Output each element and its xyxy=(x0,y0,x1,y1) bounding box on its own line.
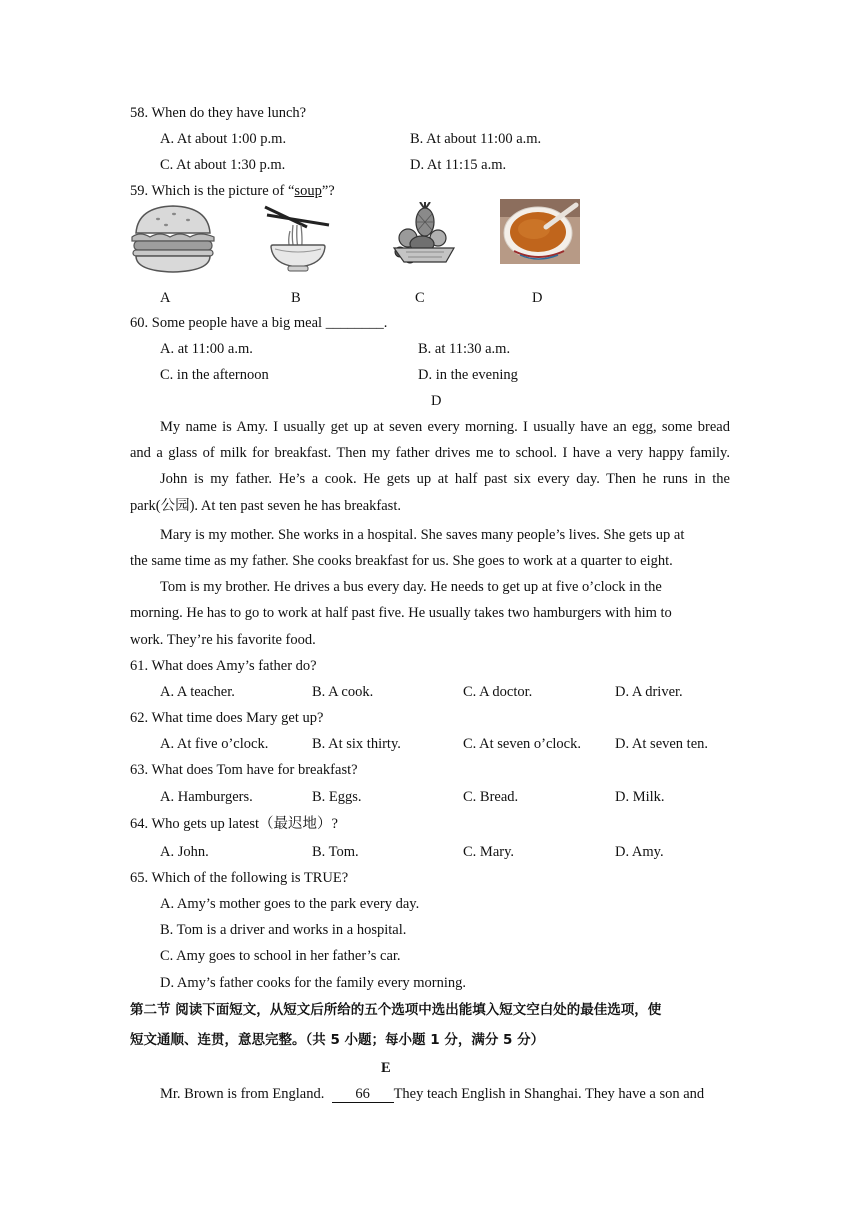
passage-d-line: park(公园). At ten past seven he has breakfast. xyxy=(130,498,401,514)
passage-e-start: Mr. Brown is from England. xyxy=(160,1086,325,1102)
passage-e-rest: They teach English in Shanghai. They have a son and xyxy=(393,1086,705,1102)
question-62: 62. What time does Mary get up? xyxy=(130,710,324,726)
question-65: 65. Which of the following is TRUE? xyxy=(130,870,349,886)
q61-option-d: D. A driver. xyxy=(615,684,683,700)
passage-d-line: My name is Amy. I usually get up at seven every morning. I usually have an egg, some bread xyxy=(160,419,730,435)
q58-option-b: B. At about 11:00 a.m. xyxy=(410,131,542,147)
q60-option-c: C. in the afternoon xyxy=(160,367,269,383)
q60-option-d: D. in the evening xyxy=(418,367,518,383)
q62-option-c: C. At seven o’clock. xyxy=(463,736,581,752)
question-59 xyxy=(130,182,335,200)
passage-d-line: morning. He has to go to work at half past five. He usually takes two hamburgers with him to xyxy=(130,605,672,621)
q62-option-d: D. At seven ten. xyxy=(615,736,709,752)
blank-66: 66 xyxy=(332,1087,394,1103)
q60-option-a: A. at 11:00 a.m. xyxy=(160,341,253,357)
passage-e-title: E xyxy=(381,1060,391,1076)
q63-option-b: B. Eggs. xyxy=(312,789,362,805)
passage-d-title: D xyxy=(431,393,442,409)
passage-d-line: Tom is my brother. He drives a bus every day. He needs to get up at five o’clock in the xyxy=(160,579,662,595)
section-2-instructions-line2: 短文通顺、连贯，意思完整。（共 5 小题；每小题 1 分，满分 5 分） xyxy=(130,1032,545,1048)
passage-e-line xyxy=(160,1085,704,1103)
q58-option-a: A. At about 1:00 p.m. xyxy=(160,131,287,147)
q62-option-b: B. At six thirty. xyxy=(312,736,401,752)
q59-prefix: 59. Which is the picture of “ xyxy=(130,183,295,199)
passage-d-line: work. They’re his favorite food. xyxy=(130,632,316,648)
passage-d-line: and a glass of milk for breakfast. Then my father drives me to school. I have a very happy family. xyxy=(130,445,730,461)
q64-option-b: B. Tom. xyxy=(312,844,359,860)
q63-option-d: D. Milk. xyxy=(615,789,665,805)
q65-option-d: D. Amy’s father cooks for the family every morning. xyxy=(160,975,467,991)
q59-keyword: soup xyxy=(294,183,322,199)
question-58: 58. When do they have lunch? xyxy=(130,105,307,121)
q58-option-d: D. At 11:15 a.m. xyxy=(410,157,507,173)
q61-option-a: A. A teacher. xyxy=(160,684,235,700)
soup-bowl-icon xyxy=(500,199,580,264)
q61-option-c: C. A doctor. xyxy=(463,684,533,700)
picture-label-a: A xyxy=(160,290,171,306)
question-60: 60. Some people have a big meal ________. xyxy=(130,315,388,331)
picture-label-b: B xyxy=(291,290,301,306)
q65-option-b: B. Tom is a driver and works in a hospital. xyxy=(160,922,407,938)
q58-option-c: C. At about 1:30 p.m. xyxy=(160,157,286,173)
question-63: 63. What does Tom have for breakfast? xyxy=(130,762,358,778)
q63-option-c: C. Bread. xyxy=(463,789,519,805)
q60-option-b: B. at 11:30 a.m. xyxy=(418,341,511,357)
picture-label-c: C xyxy=(415,290,425,306)
q61-option-b: B. A cook. xyxy=(312,684,374,700)
passage-d-line: the same time as my father. She cooks breakfast for us. She goes to work at a quarter to eight. xyxy=(130,553,673,569)
fruit-basket-icon xyxy=(386,202,458,268)
question-64: 64. Who gets up latest（最迟地）? xyxy=(130,816,338,832)
question-61: 61. What does Amy’s father do? xyxy=(130,658,317,674)
q65-option-c: C. Amy goes to school in her father’s car. xyxy=(160,948,401,964)
q59-suffix: ”? xyxy=(321,183,335,199)
q62-option-a: A. At five o’clock. xyxy=(160,736,269,752)
q64-option-a: A. John. xyxy=(160,844,209,860)
passage-d-line: John is my father. He’s a cook. He gets up at half past six every day. Then he runs in the xyxy=(160,471,730,487)
section-2-instructions-line1: 第二节 阅读下面短文，从短文后所给的五个选项中选出能填入短文空白处的最佳选项，使 xyxy=(130,1002,662,1018)
passage-d-line: Mary is my mother. She works in a hospital. She saves many people’s lives. She gets up at xyxy=(160,527,685,543)
q64-option-c: C. Mary. xyxy=(463,844,515,860)
q65-option-a: A. Amy’s mother goes to the park every day. xyxy=(160,896,420,912)
q64-option-d: D. Amy. xyxy=(615,844,664,860)
noodles-bowl-icon xyxy=(263,203,333,275)
hamburger-icon xyxy=(130,203,216,275)
picture-label-d: D xyxy=(532,290,543,306)
q63-option-a: A. Hamburgers. xyxy=(160,789,253,805)
